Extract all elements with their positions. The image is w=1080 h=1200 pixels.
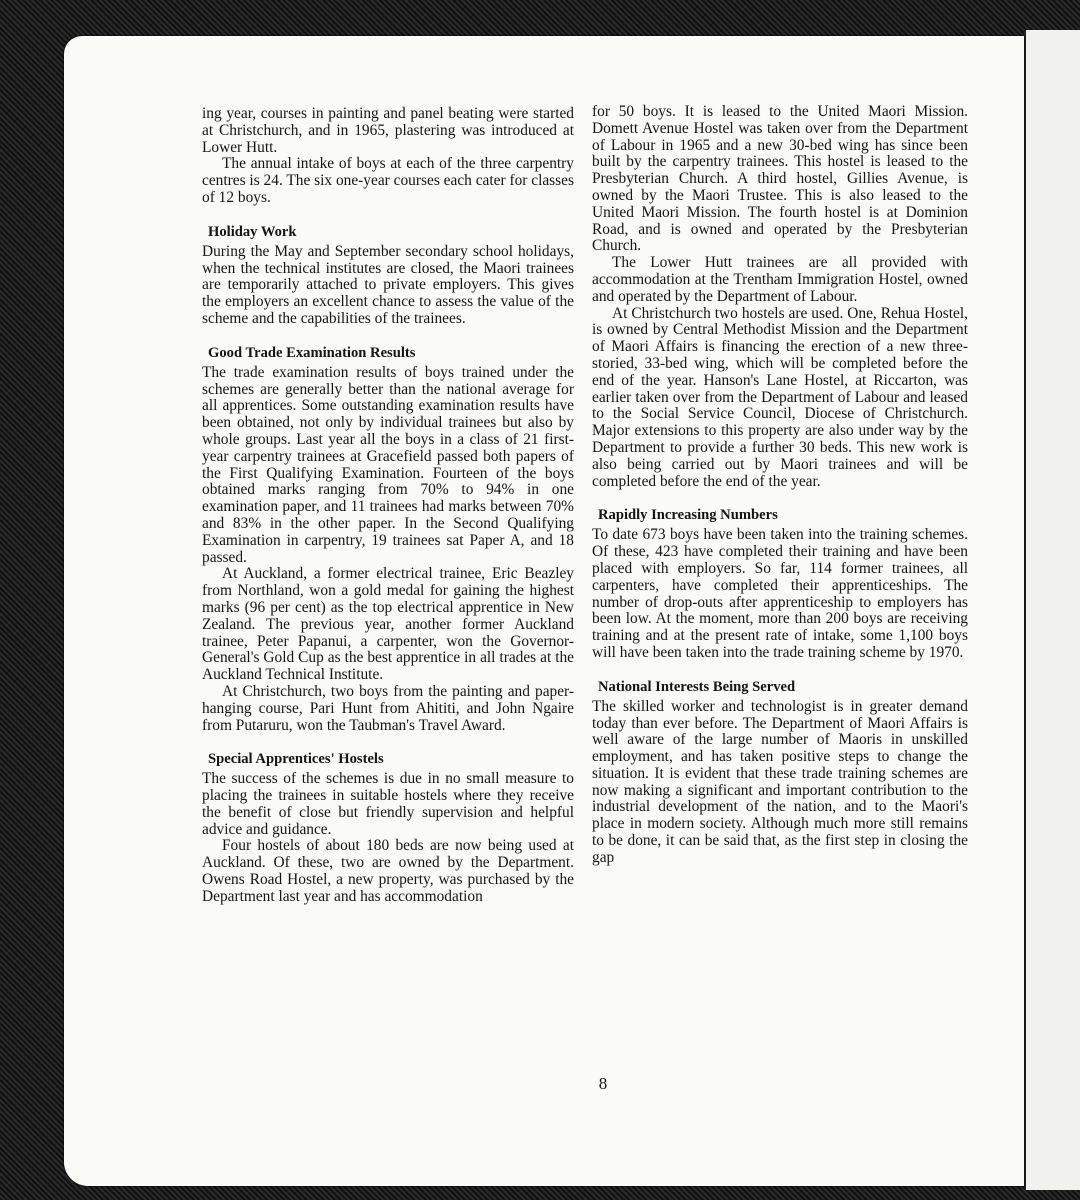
paragraph: The annual intake of boys at each of the three carpentry centres is 24. The six one-year courses each cater for classes of 12 boys. [202,155,574,206]
section-heading-holiday-work: Holiday Work [208,223,297,240]
left-column [202,106,574,906]
paragraph: To date 673 boys have been taken into the training schemes. Of these, 423 have completed their training and have been placed with employers. So far, 114 former trainees, all carpenters, have completed their apprenticeships. The number of drop-outs after apprenticeship to employers has been low. At the moment, more than 200 boys are receiving training and at the present rate of intake, some 1,100 boys will have been taken into the trade training scheme by 1970. [592,526,968,661]
paragraph: During the May and September secondary school holidays, when the technical institutes are closed, the Maori trainees are temporarily attached to private employers. This gives the employers an excellent chance to assess the value of the scheme and the capabilities of the trainees. [202,242,574,327]
page-number: 8 [598,1074,608,1093]
facing-page-edge [1024,30,1080,1190]
section-heading-hostels: Special Apprentices' Hostels [208,751,384,768]
paragraph: At Auckland, a former electrical trainee, Eric Beazley from Northland, won a gold medal for gaining the highest marks (96 per cent) as the top electrical apprentice in New Zealand. The previous year, another former Auckland trainee, Peter Papanui, a carpenter, won the Governor-General's Gold Cup as the best apprentice in all trades at the Auckland Technical Institute. [202,565,574,684]
paragraph: The skilled worker and technologist is in greater demand today than ever before. The Department of Maori Affairs is well aware of the large number of Maoris in unskilled employment, and has taken positive steps to change the situation. It is evident that these trade training schemes are now making a significant and important contribution to the industrial development of the nation, and to the Maori's place in modern society. Although much more still remains to be done, it can be said that, as the first step in closing the gap [592,697,968,866]
section-heading-national-interests: National Interests Being Served [598,678,796,695]
paragraph: Four hostels of about 180 beds are now being used at Auckland. Of these, two are owned by the Department. Owens Road Hostel, a new property, was purchased by the Department last year and has accommodation [202,837,574,905]
paragraph: The success of the schemes is due in no small measure to placing the trainees in suitable hostels where they receive the benefit of close but friendly supervision and helpful advice and guidance. [202,770,574,838]
paragraph: The Lower Hutt trainees are all provided with accommodation at the Trentham Immigration Hostel, owned and operated by the Department of Labour. [592,254,968,305]
paragraph: ing year, courses in painting and panel beating were started at Christchurch, and in 1965, plastering was introduced at Lower Hutt. [202,105,574,156]
paragraph: The trade examination results of boys trained under the schemes are generally better than the national average for all apprentices. Some outstanding examination results have been obtained, not only by individual trainees but also by whole groups. Last year all the boys in a class of 21 first-year carpentry trainees at Gracefield passed both papers of the First Qualifying Examination. Fourteen of the boys obtained marks ranging from 70% to 94% in one examination paper, and 11 trainees had marks between 70% and 83% in the other paper. In the Second Qualifying Examination in carpentry, 19 trainees sat Paper A, and 18 passed. [202,363,574,566]
right-column [592,104,968,867]
paragraph: for 50 boys. It is leased to the United Maori Mission. Domett Avenue Hostel was taken over from the Department of Labour in 1965 and a new 30-bed wing has since been built by the carpentry trainees. This hostel is leased to the Presbyterian Church. A third hostel, Gillies Avenue, is owned by the Maori Trustee. This is also leased to the United Maori Mission. The fourth hostel is at Dominion Road, and is owned and operated by the Presbyterian Church. [592,103,968,255]
paragraph: At Christchurch, two boys from the painting and paper-hanging course, Pari Hunt from Ahititi, and John Ngaire from Putaruru, won the Taubman's Travel Award. [202,682,574,734]
section-heading-exam-results: Good Trade Examination Results [208,344,416,361]
paragraph: At Christchurch two hostels are used. One, Rehua Hostel, is owned by Central Methodist Mission and the Department of Maori Affairs is financing the erection of a new three-storied, 33-bed wing, which will be completed before the end of the year. Hanson's Lane Hostel, at Riccarton, was earlier taken over from the Department of Labour and leased to the Social Service Council, Diocese of Christchurch. Major extensions to this property are also under way by the Department to provide a further 30 beds. This new work is also being carried out by Maori trainees and will be completed before the end of the year. [592,304,968,490]
section-heading-rapidly-increasing: Rapidly Increasing Numbers [598,507,778,524]
